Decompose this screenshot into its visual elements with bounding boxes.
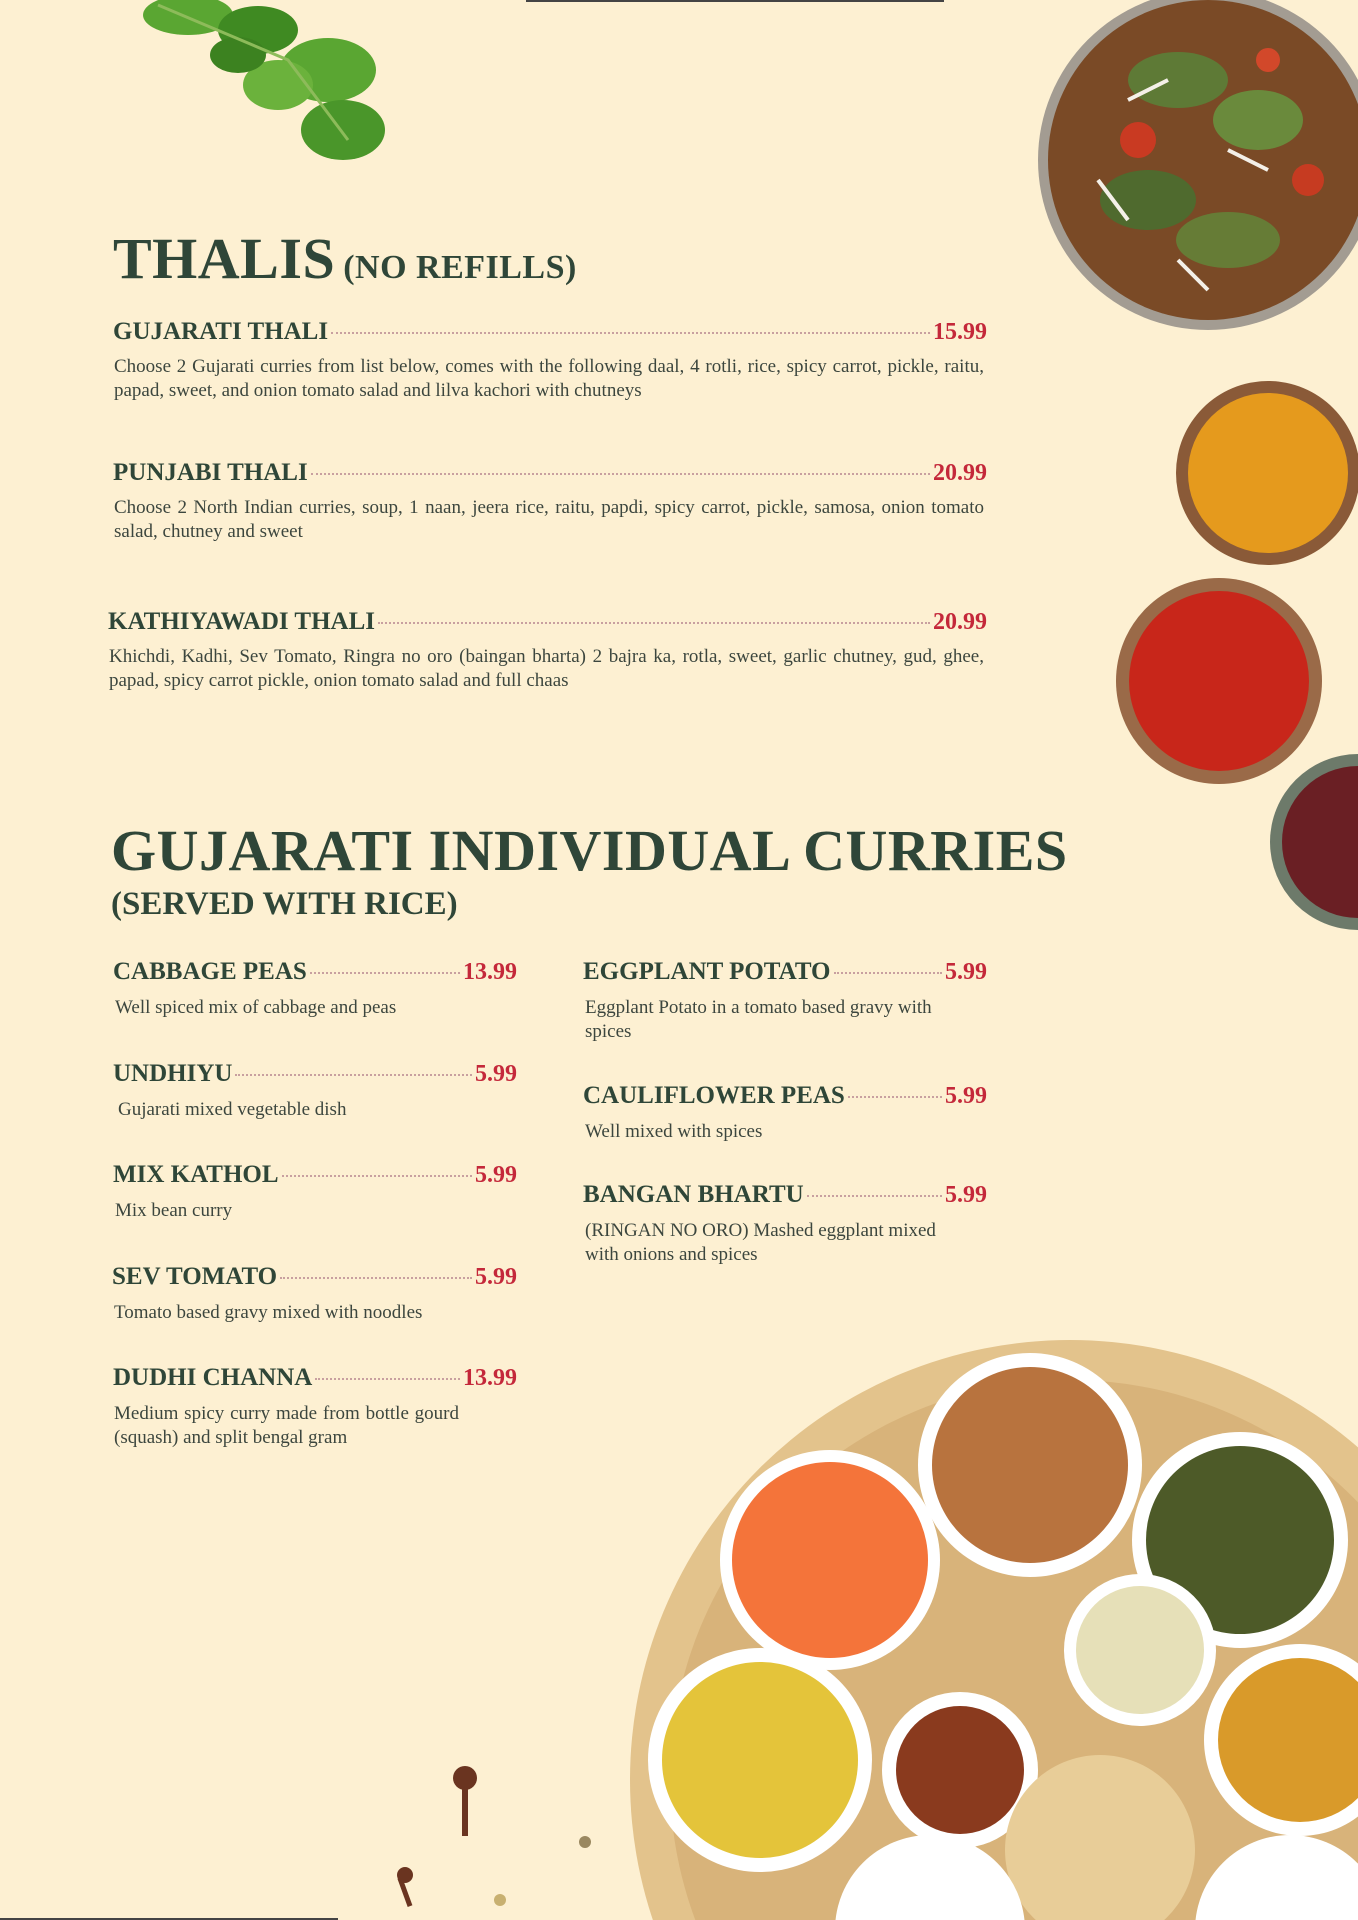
cauliflower-peas-row [583,1082,987,1110]
item-name: CAULIFLOWER PEAS [583,1082,845,1109]
cabbage-peas-desc: Well spiced mix of cabbage and peas [115,997,397,1018]
undhiyu-desc: Gujarati mixed vegetable dish [118,1099,347,1120]
cauliflower-peas-desc: Well mixed with spices [585,1121,763,1142]
thalis-subtitle: (NO REFILLS) [343,249,577,286]
item-price: 5.99 [475,1264,517,1290]
curries-title: GUJARATI INDIVIDUAL CURRIES [111,818,1068,883]
item-price: 5.99 [945,1083,987,1109]
dot-leader [310,972,460,974]
undhiyu-row [113,1060,517,1088]
item-price: 5.99 [475,1162,517,1188]
gujarati-thali-desc: Choose 2 Gujarati curries from list below, comes with the following daal, 4 rotli, rice, spicy carrot, pickle, raitu, papad, sweet, and onion tomato salad and lilva kachori with chutneys [114,356,984,401]
sev-tomato-desc: Tomato based gravy mixed with noodles [114,1302,423,1323]
kathiyawadi-thali-desc: Khichdi, Kadhi, Sev Tomato, Ringra no oro (baingan bharta) 2 bajra ka, rotla, sweet, garlic chutney, gud, ghee, papad, spicy carrot pickle, onion tomato salad and full chaas [109,646,984,691]
item-name: KATHIYAWADI THALI [108,608,375,635]
item-price: 20.99 [933,460,987,486]
dot-leader [311,473,930,475]
item-price: 20.99 [933,609,987,635]
bangan-bhartu-row [583,1181,987,1209]
item-name: SEV TOMATO [112,1263,278,1290]
dot-leader [834,972,943,974]
dark-spice-bowl-image [1262,752,1358,932]
dot-leader [235,1074,472,1076]
item-name: CABBAGE PEAS [113,958,307,985]
punjabi-thali-desc: Choose 2 North Indian curries, soup, 1 naan, jeera rice, raitu, papdi, spicy carrot, pickle, samosa, onion tomato salad, chutney and sweet [114,497,984,542]
sev-tomato-row [112,1263,517,1291]
item-price: 5.99 [945,1182,987,1208]
curries-subtitle: (SERVED WITH RICE) [111,886,458,922]
eggplant-potato-row [583,958,987,986]
gujarati-thali-row [113,318,987,346]
item-name: MIX KATHOL [113,1161,279,1188]
dudhi-channa-row [113,1364,517,1392]
item-price: 5.99 [945,959,987,985]
item-name: BANGAN BHARTU [583,1181,804,1208]
turmeric-bowl-image [1170,378,1358,568]
item-price: 15.99 [933,319,987,345]
cilantro-image [128,0,408,175]
curry-bowl-image [1028,0,1358,360]
item-price: 5.99 [475,1061,517,1087]
punjabi-thali-row [113,459,987,487]
dot-leader [807,1195,942,1197]
curries-heading [111,820,1068,924]
item-name: UNDHIYU [113,1060,233,1087]
dot-leader [315,1378,460,1380]
eggplant-potato-desc: Eggplant Potato in a tomato based gravy with spices [585,997,932,1042]
item-name: EGGPLANT POTATO [583,958,831,985]
item-price: 13.99 [463,1365,517,1391]
mix-kathol-desc: Mix bean curry [115,1200,233,1221]
thalis-title: THALIS [113,226,336,291]
dot-leader [280,1277,472,1279]
clove-spices-image [380,1760,600,1920]
dot-leader [848,1096,942,1098]
item-name: GUJARATI THALI [113,318,329,345]
kathiyawadi-thali-row [108,608,987,636]
dot-leader [331,332,930,334]
dot-leader [282,1175,472,1177]
thali-platter-image [600,1330,1358,1920]
cabbage-peas-row [113,958,517,986]
dudhi-channa-desc: Medium spicy curry made from bottle gourd (squash) and split bengal gram [114,1403,459,1448]
item-name: DUDHI CHANNA [113,1364,313,1391]
dot-leader [378,622,930,624]
thalis-heading [113,225,577,292]
item-price: 13.99 [463,959,517,985]
bangan-bhartu-desc: (RINGAN NO ORO) Mashed eggplant mixed with onions and spices [585,1220,936,1265]
item-name: PUNJABI THALI [113,459,308,486]
top-rule [526,0,944,2]
mix-kathol-row [113,1161,517,1189]
